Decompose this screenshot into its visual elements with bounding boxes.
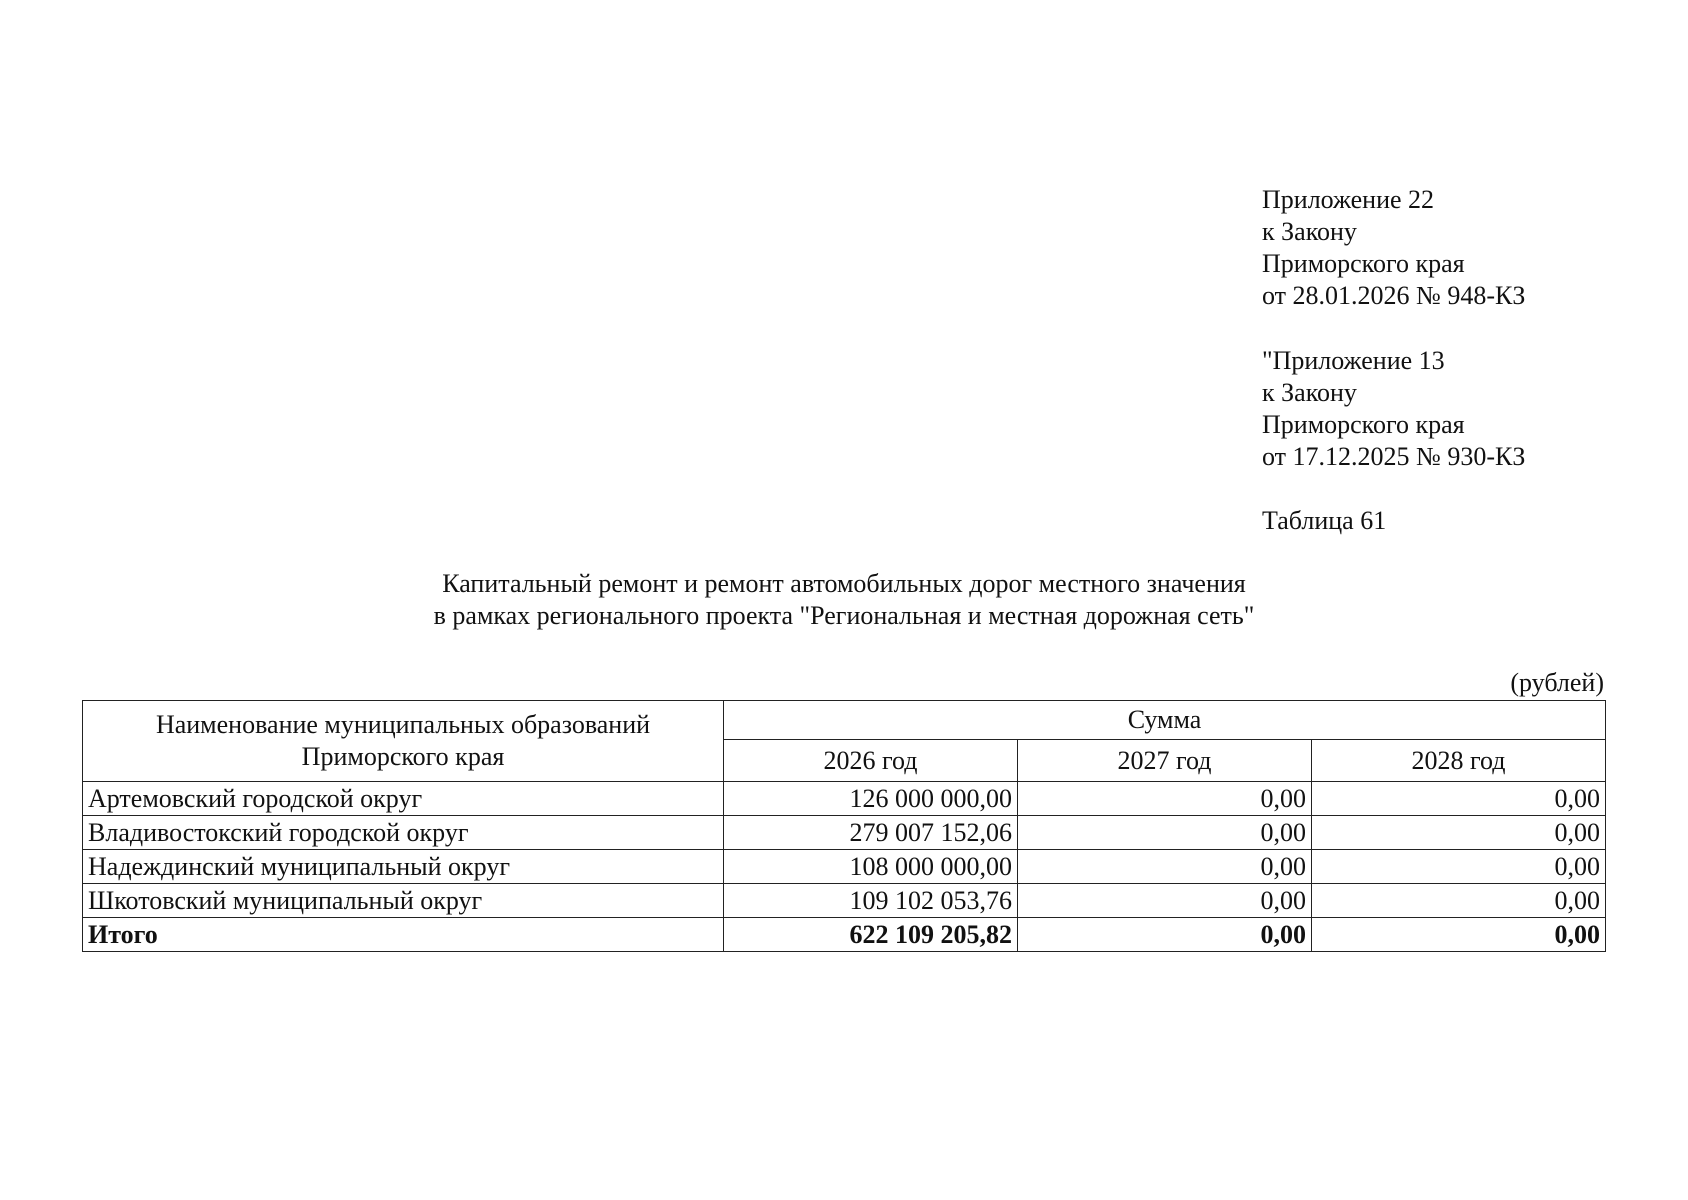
- amount-cell: 0,00: [1018, 850, 1312, 884]
- municipality-name: Надеждинский муниципальный округ: [83, 850, 724, 884]
- table-row: [83, 782, 1606, 816]
- amount-cell: 0,00: [1018, 884, 1312, 918]
- annex-line: Приморского края: [1262, 410, 1465, 439]
- municipality-name: Владивостокский городской округ: [83, 816, 724, 850]
- amount-cell: 0,00: [1312, 816, 1606, 850]
- annex-line: "Приложение 13: [1262, 346, 1445, 375]
- amount-cell: 279 007 152,06: [724, 816, 1018, 850]
- column-header-year: 2026 год: [724, 740, 1018, 782]
- column-header-municipality: Наименование муниципальных образований Приморского края: [83, 701, 724, 782]
- amount-cell: 0,00: [1312, 782, 1606, 816]
- column-header-year: 2027 год: [1018, 740, 1312, 782]
- column-header-sum: Сумма: [724, 701, 1606, 740]
- amount-cell: 0,00: [1018, 816, 1312, 850]
- document-title: [0, 568, 1688, 632]
- annex-reference-amended: [1262, 345, 1525, 473]
- municipality-name: Шкотовский муниципальный округ: [83, 884, 724, 918]
- annex-line: от 28.01.2026 № 948-КЗ: [1262, 281, 1526, 310]
- annex-reference-current: [1262, 184, 1525, 312]
- total-amount-cell: 0,00: [1312, 918, 1606, 952]
- table-row: [83, 816, 1606, 850]
- amount-cell: 0,00: [1312, 850, 1606, 884]
- annex-line: от 17.12.2025 № 930-КЗ: [1262, 442, 1526, 471]
- amount-cell: 108 000 000,00: [724, 850, 1018, 884]
- table-row: [83, 884, 1606, 918]
- amount-cell: 109 102 053,76: [724, 884, 1018, 918]
- annex-line: Приложение 22: [1262, 185, 1435, 214]
- budget-table: [82, 700, 1606, 952]
- total-label: Итого: [83, 918, 724, 952]
- units-label: (рублей): [1510, 668, 1604, 697]
- amount-cell: 0,00: [1018, 782, 1312, 816]
- total-amount-cell: 622 109 205,82: [724, 918, 1018, 952]
- amount-cell: 0,00: [1312, 884, 1606, 918]
- title-line: Капитальный ремонт и ремонт автомобильных дорог местного значения: [442, 569, 1246, 598]
- municipality-name: Артемовский городской округ: [83, 782, 724, 816]
- table-number: Таблица 61: [1262, 506, 1387, 535]
- table-row: [83, 850, 1606, 884]
- annex-line: к Закону: [1262, 378, 1357, 407]
- annex-line: Приморского края: [1262, 249, 1465, 278]
- title-line: в рамках регионального проекта "Региональная и местная дорожная сеть": [433, 601, 1255, 630]
- annex-line: к Закону: [1262, 217, 1357, 246]
- total-row: [83, 918, 1606, 952]
- column-header-year: 2028 год: [1312, 740, 1606, 782]
- amount-cell: 126 000 000,00: [724, 782, 1018, 816]
- total-amount-cell: 0,00: [1018, 918, 1312, 952]
